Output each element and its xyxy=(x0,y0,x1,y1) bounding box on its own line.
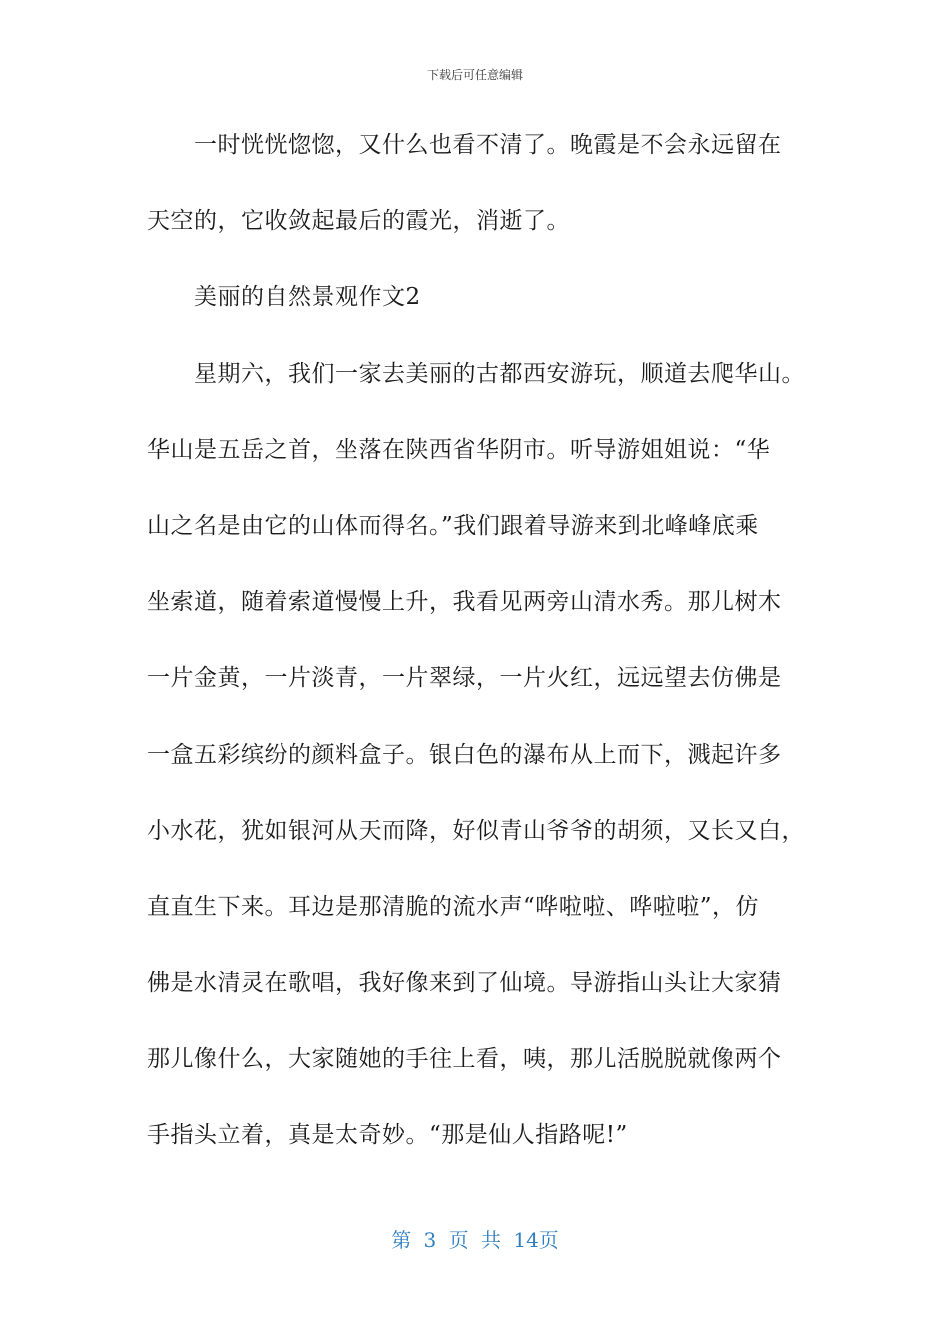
page-number: 第 3 页 共 14页 xyxy=(391,1228,559,1252)
text-line: 一盒五彩缤纷的颜料盒子。银白色的瀑布从上而下，溅起许多 xyxy=(147,741,782,768)
text-line: 山之名是由它的山体而得名。”我们跟着导游来到北峰峰底乘 xyxy=(147,512,759,539)
text-line: 佛是水清灵在歌唱，我好像来到了仙境。导游指山头让大家猜 xyxy=(147,970,782,997)
text-line: 星期六，我们一家去美丽的古都西安游玩，顺道去爬华山。 xyxy=(194,360,805,387)
section-title: 美丽的自然景观作文2 xyxy=(194,284,421,311)
text-line: 一时恍恍惚惚，又什么也看不清了。晚霞是不会永远留在 xyxy=(194,132,782,158)
text-line: 天空的，它收敛起最后的霞光，消逝了。 xyxy=(147,208,570,235)
text-line: 那儿像什么，大家随她的手往上看，咦，那儿活脱脱就像两个 xyxy=(147,1046,782,1073)
text-line: 坐索道，随着索道慢慢上升，我看见两旁山清水秀。那儿树木 xyxy=(147,589,782,616)
document-body xyxy=(147,120,807,1187)
text-line: 小水花，犹如银河从天而降，好似青山爷爷的胡须，又长又白， xyxy=(147,817,805,844)
text-line: 手指头立着，真是太奇妙。“那是仙人指路呢!” xyxy=(147,1122,628,1149)
text-line: 华山是五岳之首，坐落在陕西省华阴市。听导游姐姐说：“华 xyxy=(147,436,771,463)
text-line: 直直生下来。耳边是那清脆的流水声“哗啦啦、哗啦啦”，仿 xyxy=(147,893,760,920)
page-header-note: 下载后可任意编辑 xyxy=(426,68,523,82)
text-line: 一片金黄，一片淡青，一片翠绿，一片火红，远远望去仿佛是 xyxy=(147,665,782,692)
